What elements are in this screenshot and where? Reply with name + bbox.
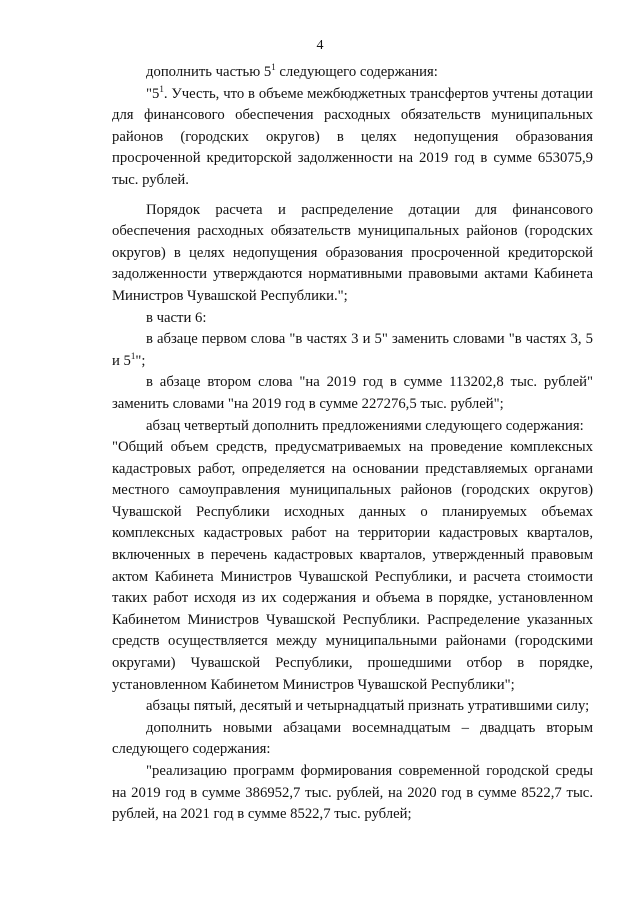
paragraph-text: ";: [135, 352, 146, 369]
paragraph-repeal: абзацы пятый, десятый и четырнадцатый признать утратившими силу;: [146, 698, 590, 715]
paragraph-calculation-order: Порядок расчета и распределение дотации для финансового обеспечения расходных обязательств муниципальных районов (городских округов) в целях недопущения образования просроченной кредиторской задолженности утверждаются нормативными правовыми актами Кабинета Министров Чувашской Республики.";: [112, 201, 593, 304]
paragraph-first-abzac: [112, 329, 593, 372]
paragraph-urban-environment: "реализацию программ формирования современной городской среды на 2019 год в сумме 386952,7 тыс. рублей, на 2020 год в сумме 8522,7 тыс. рублей, на 2021 год в сумме 8522,7 тыс. рублей;: [112, 763, 593, 823]
paragraph-fourth-abzac: абзац четвертый дополнить предложениями следующего содержания:: [146, 417, 584, 434]
paragraph-add-part: [112, 62, 593, 84]
document-body: [112, 62, 593, 826]
spacer: [112, 192, 593, 200]
paragraph-text: дополнить частью 5: [146, 64, 272, 80]
paragraph-part-6: в части 6:: [146, 309, 207, 326]
paragraph-text: "5: [146, 85, 160, 102]
superscript: 1: [159, 83, 164, 94]
paragraph-text: . Учесть, что в объеме межбюджетных трансфертов учтены дотации для финансового обеспечения расходных обязательств муниципальных районов (городских округов) в целях недопущения образования просроченной кредиторской задолженности на 2019 год в сумме 653075,9 тыс. рублей.: [112, 85, 593, 188]
superscript: 1: [271, 62, 276, 72]
paragraph-new-abzacs: дополнить новыми абзацами восемнадцатым – двадцать вторым следующего содержания:: [112, 719, 593, 758]
paragraph-part-5-1: [112, 84, 593, 192]
superscript: 1: [130, 350, 136, 361]
paragraph-text: в абзаце первом слова "в частях 3 и 5" заменить словами "в частях 3, 5 и 5: [112, 331, 593, 369]
page-number: 4: [316, 38, 324, 53]
paragraph-text: следующего содержания:: [275, 64, 438, 80]
paragraph-second-abzac: в абзаце втором слова "на 2019 год в сумме 113202,8 тыс. рублей" заменить словами "на 2019 год в сумме 227276,5 тыс. рублей";: [112, 374, 593, 412]
paragraph-cadastral-works: "Общий объем средств, предусматриваемых на проведение комплексных кадастровых работ, определяется на основании представляемых органами местного самоуправления муниципальных районов (городских округов) Чувашской Республики исходных данных о планируемых объемах комплексных кадастровых работ на территории кадастровых кварталов, включенных в перечень кадастровых кварталов, утвержденный правовым актом Кабинета Министров Чувашской Республики, и расчета стоимости таких работ исходя из их содержания и объема в порядке, установленном Кабинетом Министров Чувашской Республики. Распределение указанных средств осуществляется между муниципальными районами (городскими округами) Чувашской Республики, прошедшими отбор в порядке, установленном Кабинетом Министров Чувашской Республики";: [112, 439, 593, 693]
